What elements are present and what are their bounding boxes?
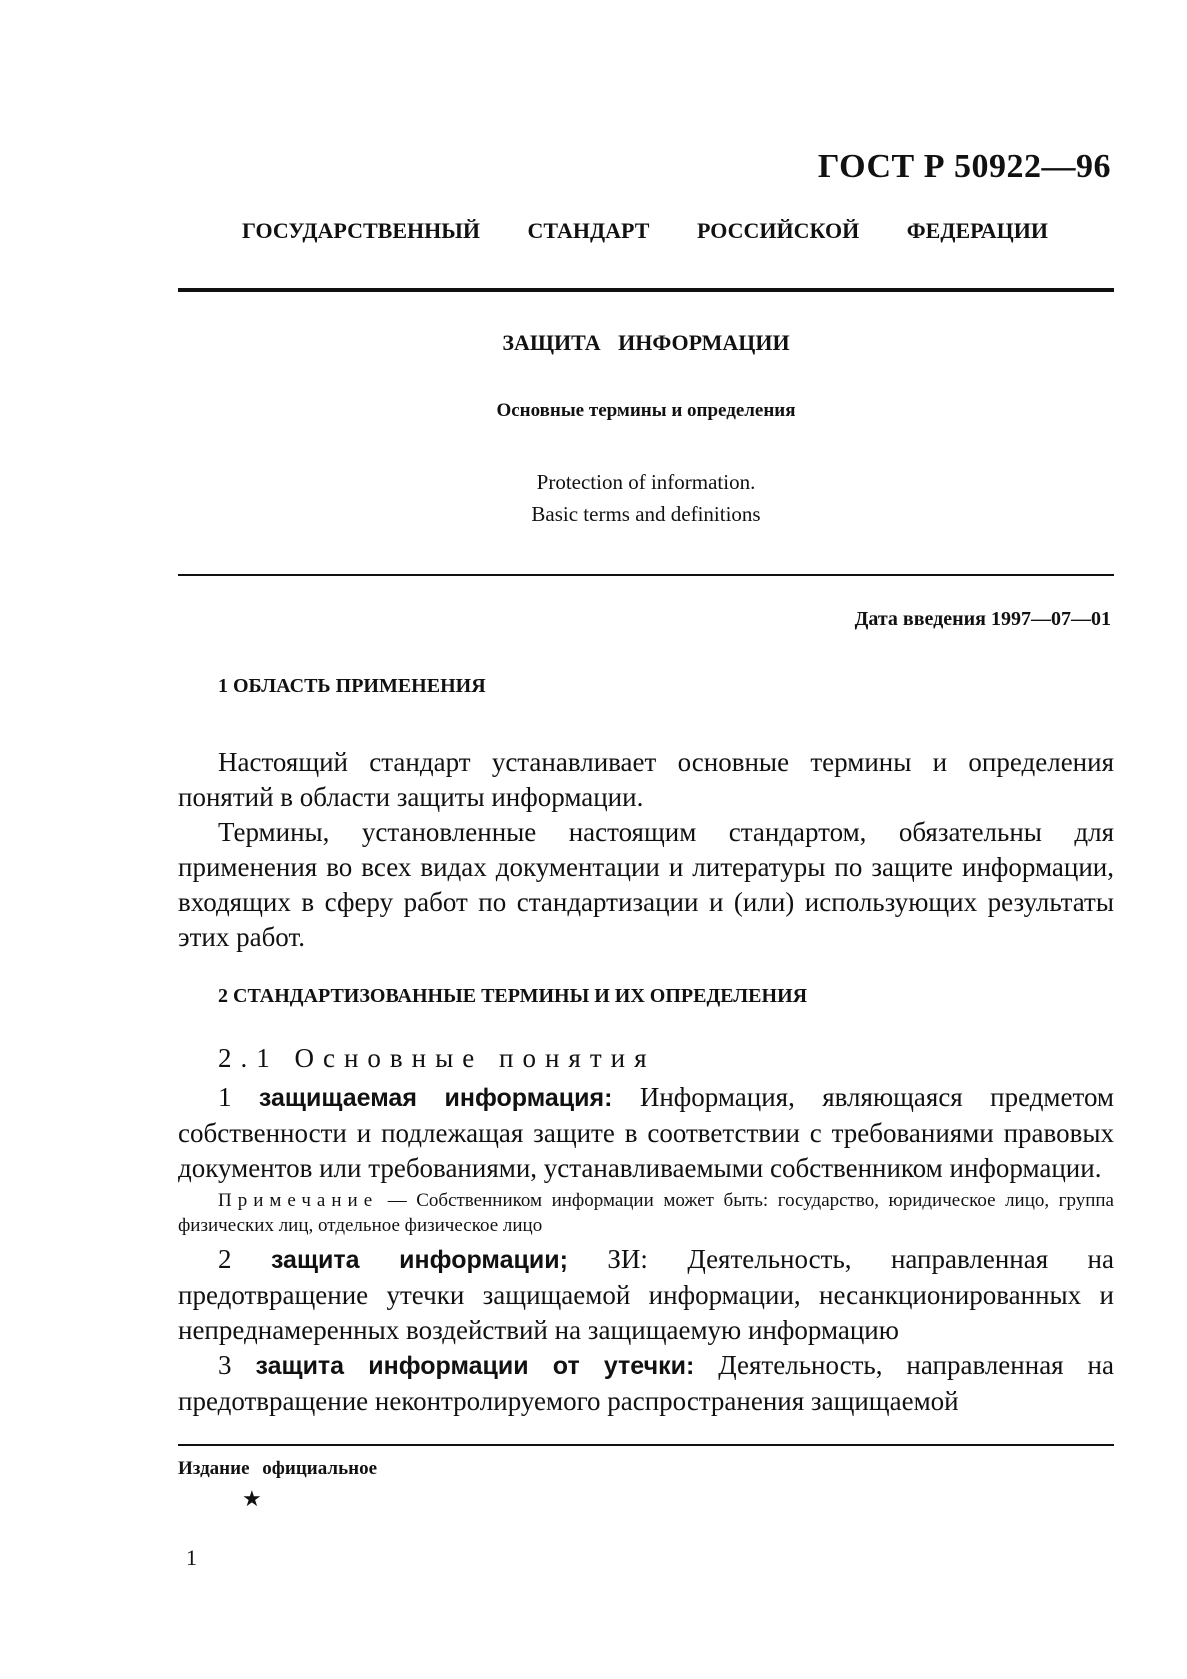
note-text: — Собственником информации может быть: государство, юридическое лицо, группа физических лиц, отдельное физическое лицо <box>178 1190 1114 1236</box>
term-number: 3 <box>218 1350 232 1380</box>
document-title: ЗАЩИТА ИНФОРМАЦИИ <box>502 330 790 355</box>
state-word: СТАНДАРТ <box>527 218 650 243</box>
state-word: РОССИЙСКОЙ <box>696 218 860 243</box>
term-definition: Информация, являющаяся предметом собственности и подлежащая защите в соответствии с требованиями правовых документов или требованиями, устанавливаемыми собственником информации. <box>178 1082 1115 1183</box>
standard-code: ГОСТ Р 50922—96 <box>817 148 1111 185</box>
note <box>178 1188 1114 1238</box>
term-entry-1 <box>178 1080 1114 1186</box>
state-standard-line <box>242 218 1048 244</box>
paragraph: Термины, установленные настоящим стандартом, обязательны для применения во всех видах документации и литературы по защите информации, входящих в сферу работ по стандартизации и (или) использующих результаты этих работ. <box>178 817 1114 952</box>
term-definition: Деятельность, направленная на предотвращение неконтролируемого распространения защищаемой <box>178 1350 1114 1416</box>
document-subtitle: Основные термины и определения <box>496 400 796 421</box>
term-name: защита информации от утечки: <box>255 1352 695 1380</box>
term-number: 2 <box>218 1244 232 1274</box>
edition-label: Издание официальное <box>178 1458 378 1479</box>
english-title <box>178 466 1114 530</box>
section-1-heading: 1 ОБЛАСТЬ ПРИМЕНЕНИЯ <box>218 675 486 697</box>
paragraph: Настоящий стандарт устанавливает основные термины и определения понятий в области защиты информации. <box>178 747 1114 812</box>
header-divider <box>178 288 1114 292</box>
english-title-line: Basic terms and definitions <box>531 502 761 526</box>
english-title-line: Protection of information. <box>536 470 756 494</box>
section-2-heading: 2 СТАНДАРТИЗОВАННЫЕ ТЕРМИНЫ И ИХ ОПРЕДЕЛЕНИЯ <box>218 985 808 1007</box>
section-2-body <box>178 1080 1114 1419</box>
state-word: ГОСУДАРСТВЕННЫЙ <box>242 218 480 243</box>
note-label: Примечание <box>218 1190 379 1211</box>
page-number: 1 <box>186 1545 197 1570</box>
term-number: 1 <box>218 1082 232 1112</box>
term-definition: Деятельность, направленная на предотвращение утечки защищаемой информации, несанкционированных и непреднамеренных воздействий на защищаемую информацию <box>178 1244 1114 1345</box>
term-entry-3 <box>178 1348 1114 1419</box>
section-1-body <box>178 745 1114 955</box>
subsection-heading: 2.1 Основные понятия <box>218 1043 656 1073</box>
term-name: защищаемая информация: <box>258 1084 613 1112</box>
state-word: ФЕДЕРАЦИИ <box>906 218 1048 243</box>
footer-divider <box>178 1444 1114 1446</box>
term-entry-2 <box>178 1242 1114 1348</box>
introduction-date: Дата введения 1997—07—01 <box>854 608 1111 630</box>
title-divider <box>178 574 1114 576</box>
star-icon: ★ <box>242 1486 262 1511</box>
term-abbreviation: ЗИ: <box>607 1244 648 1274</box>
term-name: защита информации; <box>270 1246 568 1274</box>
